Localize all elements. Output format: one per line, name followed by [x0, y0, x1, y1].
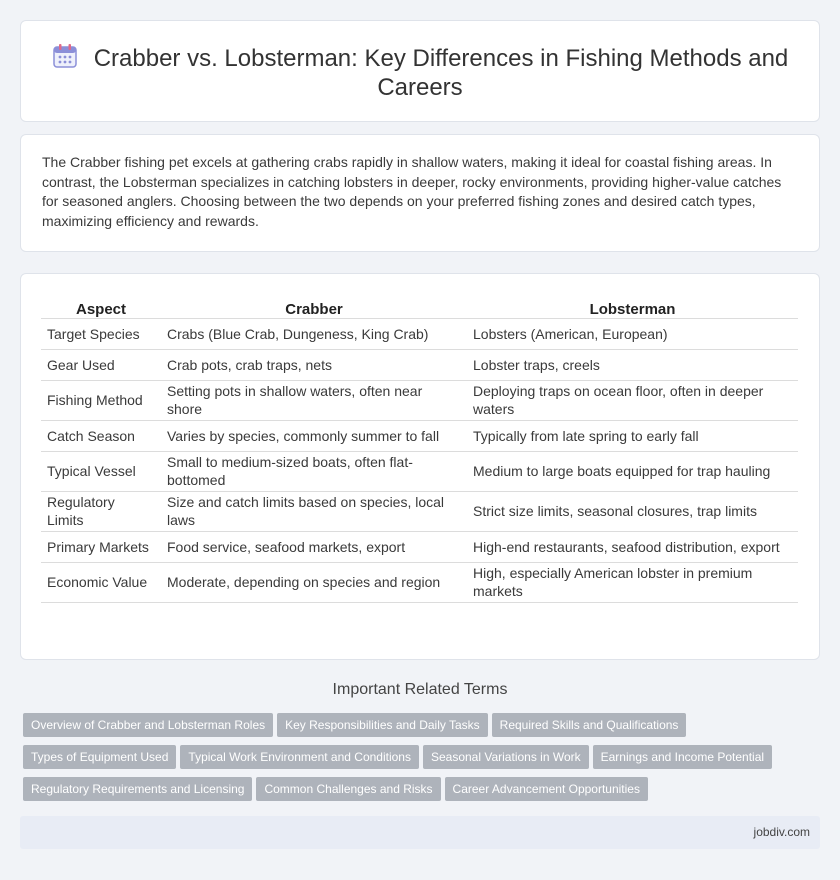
cell-lobsterman: Strict size limits, seasonal closures, trap limits — [467, 491, 798, 531]
cell-aspect: Primary Markets — [41, 531, 161, 562]
term-tag[interactable]: Required Skills and Qualifications — [492, 713, 687, 737]
table-row — [41, 531, 798, 562]
cell-aspect: Regulatory Limits — [41, 491, 161, 531]
cell-crabber: Small to medium-sized boats, often flat-bottomed — [161, 451, 467, 491]
cell-aspect: Catch Season — [41, 420, 161, 451]
cell-aspect: Target Species — [41, 318, 161, 349]
term-tag[interactable]: Typical Work Environment and Conditions — [180, 745, 419, 769]
table-row — [41, 349, 798, 380]
table-row — [41, 562, 798, 602]
cell-aspect: Fishing Method — [41, 380, 161, 420]
table-row — [41, 318, 798, 349]
term-tag[interactable]: Career Advancement Opportunities — [445, 777, 648, 801]
table-header-row — [41, 296, 798, 318]
intro-paragraph: The Crabber fishing pet excels at gathering crabs rapidly in shallow waters, making it ideal for coastal fishing areas. In contrast, the Lobsterman specializes in catching lobsters in deeper, rocky environments, providing higher-value catches for seasoned anglers. Choosing between the two depends on your preferred fishing zones and desired catch types, maximizing efficiency and rewards. — [42, 154, 782, 229]
cell-lobsterman: Deploying traps on ocean floor, often in deeper waters — [467, 380, 798, 420]
header-lobsterman: Lobsterman — [467, 296, 798, 318]
header-aspect: Aspect — [41, 296, 161, 318]
table-row — [41, 491, 798, 531]
cell-crabber: Moderate, depending on species and region — [161, 562, 467, 602]
cell-lobsterman: Lobsters (American, European) — [467, 318, 798, 349]
cell-lobsterman: High-end restaurants, seafood distribution, export — [467, 531, 798, 562]
term-tag[interactable]: Seasonal Variations in Work — [423, 745, 589, 769]
cell-crabber: Food service, seafood markets, export — [161, 531, 467, 562]
cell-lobsterman: Typically from late spring to early fall — [467, 420, 798, 451]
cell-crabber: Size and catch limits based on species, local laws — [161, 491, 467, 531]
cell-lobsterman: High, especially American lobster in premium markets — [467, 562, 798, 602]
footer-site-link[interactable]: jobdiv.com — [753, 825, 810, 839]
cell-aspect: Gear Used — [41, 349, 161, 380]
table-row — [41, 380, 798, 420]
table-row — [41, 451, 798, 491]
cell-aspect: Economic Value — [41, 562, 161, 602]
comparison-card — [20, 273, 820, 660]
related-terms-heading: Important Related Terms — [332, 681, 508, 698]
term-tag[interactable]: Earnings and Income Potential — [593, 745, 772, 769]
cell-lobsterman: Lobster traps, creels — [467, 349, 798, 380]
cell-crabber: Crabs (Blue Crab, Dungeness, King Crab) — [161, 318, 467, 349]
cell-crabber: Setting pots in shallow waters, often near shore — [161, 380, 467, 420]
title-card — [20, 20, 820, 122]
page-title-wrap — [41, 43, 799, 102]
table-row — [41, 420, 798, 451]
term-tag[interactable]: Key Responsibilities and Daily Tasks — [277, 713, 488, 737]
footer-bar — [20, 816, 820, 849]
header-crabber: Crabber — [161, 296, 467, 318]
intro-card — [20, 134, 820, 252]
calendar-icon — [52, 43, 78, 69]
cell-lobsterman: Medium to large boats equipped for trap hauling — [467, 451, 798, 491]
page-title: Crabber vs. Lobsterman: Key Differences in Fishing Methods and Careers — [93, 45, 789, 101]
term-tag[interactable]: Regulatory Requirements and Licensing — [23, 777, 252, 801]
comparison-table — [41, 296, 798, 603]
term-tag[interactable]: Common Challenges and Risks — [256, 777, 440, 801]
cell-crabber: Varies by species, commonly summer to fall — [161, 420, 467, 451]
cell-crabber: Crab pots, crab traps, nets — [161, 349, 467, 380]
term-tag[interactable]: Overview of Crabber and Lobsterman Roles — [23, 713, 273, 737]
related-terms-list — [23, 713, 813, 809]
term-tag[interactable]: Types of Equipment Used — [23, 745, 176, 769]
cell-aspect: Typical Vessel — [41, 451, 161, 491]
